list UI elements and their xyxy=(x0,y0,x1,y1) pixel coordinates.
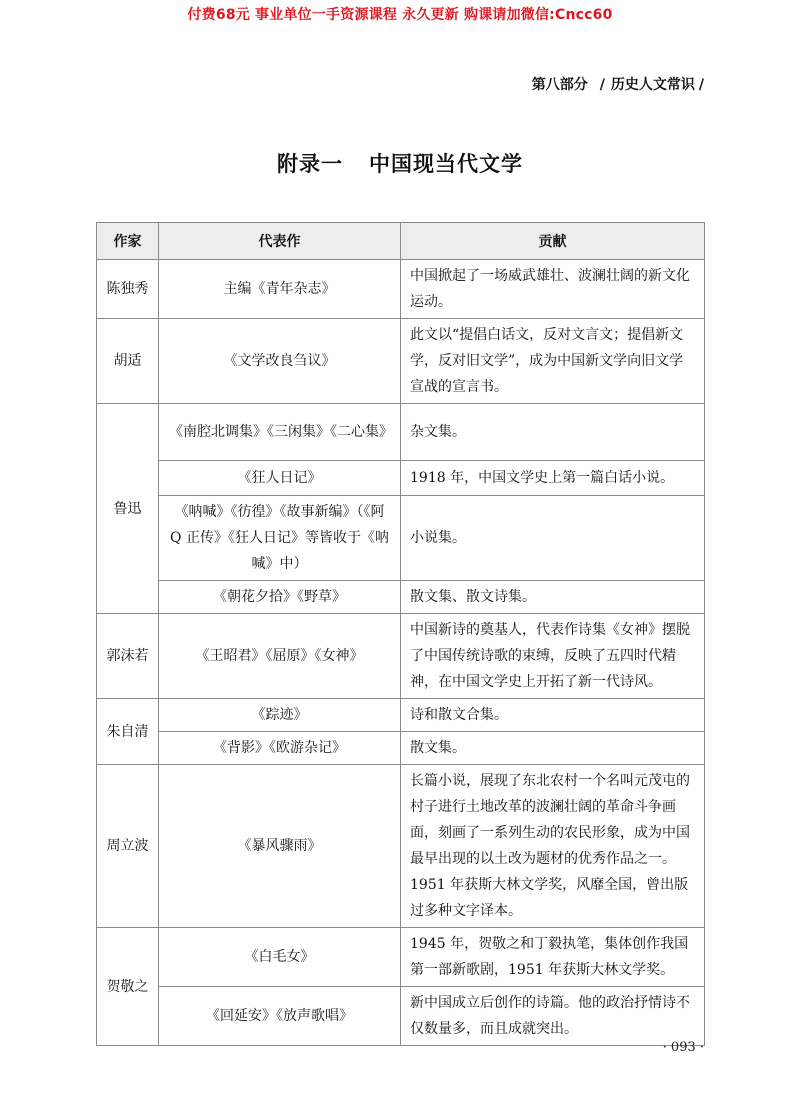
works-cell: 《南腔北调集》《三闲集》《二心集》 xyxy=(159,404,401,461)
contribution-cell: 新中国成立后创作的诗篇。他的政治抒情诗不仅数量多，而且成就突出。 xyxy=(401,987,705,1046)
separator: / xyxy=(599,77,605,93)
table-row xyxy=(97,699,705,732)
works-cell: 《白毛女》 xyxy=(159,928,401,987)
table-row xyxy=(97,614,705,699)
contribution-cell: 此文以“提倡白话文，反对文言文；提倡新文学，反对旧文学”，成为中国新文学向旧文学宣战的宣言书。 xyxy=(401,319,705,404)
contribution-cell: 杂文集。 xyxy=(401,404,705,461)
title-main: 附录一 xyxy=(277,152,343,176)
section-header xyxy=(532,74,704,94)
header-author: 作家 xyxy=(97,223,159,260)
works-cell: 《文学改良刍议》 xyxy=(159,319,401,404)
section-topic: 历史人文常识 xyxy=(610,77,695,93)
works-cell: 《背影》《欧游杂记》 xyxy=(159,732,401,765)
promo-banner: 付费68元 事业单位一手资源课程 永久更新 购课请加微信:Cncc60 xyxy=(187,7,613,23)
author-cell: 周立波 xyxy=(97,765,159,928)
author-cell: 陈独秀 xyxy=(97,260,159,319)
works-cell: 《踪迹》 xyxy=(159,699,401,732)
works-cell: 《回延安》《放声歌唱》 xyxy=(159,987,401,1046)
table-row xyxy=(97,260,705,319)
table-row xyxy=(97,319,705,404)
author-cell: 胡适 xyxy=(97,319,159,404)
author-cell: 贺敬之 xyxy=(97,928,159,1046)
contribution-cell: 诗和散文合集。 xyxy=(401,699,705,732)
page-title xyxy=(0,148,800,178)
contribution-cell: 散文集、散文诗集。 xyxy=(401,581,705,614)
author-cell: 朱自清 xyxy=(97,699,159,765)
works-cell: 《暴风骤雨》 xyxy=(159,765,401,928)
page-number: · 093 · xyxy=(662,1040,704,1055)
contribution-cell: 长篇小说，展现了东北农村一个名叫元茂屯的村子进行土地改革的波澜壮阔的革命斗争画面，刻画了一系列生动的农民形象，成为中国最早出现的以土改为题材的优秀作品之一。1951 年获斯大林文学奖，风靡全国，曾出版过多种文字译本。 xyxy=(401,765,705,928)
contribution-cell: 1945 年，贺敬之和丁毅执笔，集体创作我国第一部新歌剧，1951 年获斯大林文学奖。 xyxy=(401,928,705,987)
contribution-cell: 散文集。 xyxy=(401,732,705,765)
separator: / xyxy=(698,77,704,93)
table-row xyxy=(97,928,705,987)
header-contribution: 贡献 xyxy=(401,223,705,260)
works-cell: 《王昭君》《屈原》《女神》 xyxy=(159,614,401,699)
title-sub: 中国现当代文学 xyxy=(369,152,523,176)
contribution-cell: 1918 年，中国文学史上第一篇白话小说。 xyxy=(401,461,705,496)
works-cell: 《朝花夕拾》《野草》 xyxy=(159,581,401,614)
table-row xyxy=(97,496,705,581)
header-works: 代表作 xyxy=(159,223,401,260)
table-row xyxy=(97,404,705,461)
table-row xyxy=(97,732,705,765)
contribution-cell: 中国新诗的奠基人，代表作诗集《女神》摆脱了中国传统诗歌的束缚，反映了五四时代精神，在中国文学史上开拓了新一代诗风。 xyxy=(401,614,705,699)
author-cell: 鲁迅 xyxy=(97,404,159,614)
literature-table xyxy=(96,222,705,1046)
table-row xyxy=(97,581,705,614)
author-cell: 郭沫若 xyxy=(97,614,159,699)
works-cell: 主编《青年杂志》 xyxy=(159,260,401,319)
table-row xyxy=(97,987,705,1046)
table-header-row xyxy=(97,223,705,260)
contribution-cell: 中国掀起了一场威武雄壮、波澜壮阔的新文化运动。 xyxy=(401,260,705,319)
table-row xyxy=(97,765,705,928)
works-cell: 《狂人日记》 xyxy=(159,461,401,496)
contribution-cell: 小说集。 xyxy=(401,496,705,581)
table-row xyxy=(97,461,705,496)
works-cell: 《呐喊》《彷徨》《故事新编》（《阿 Q 正传》《狂人日记》等皆收于《呐喊》中） xyxy=(159,496,401,581)
section-part: 第八部分 xyxy=(531,77,588,93)
